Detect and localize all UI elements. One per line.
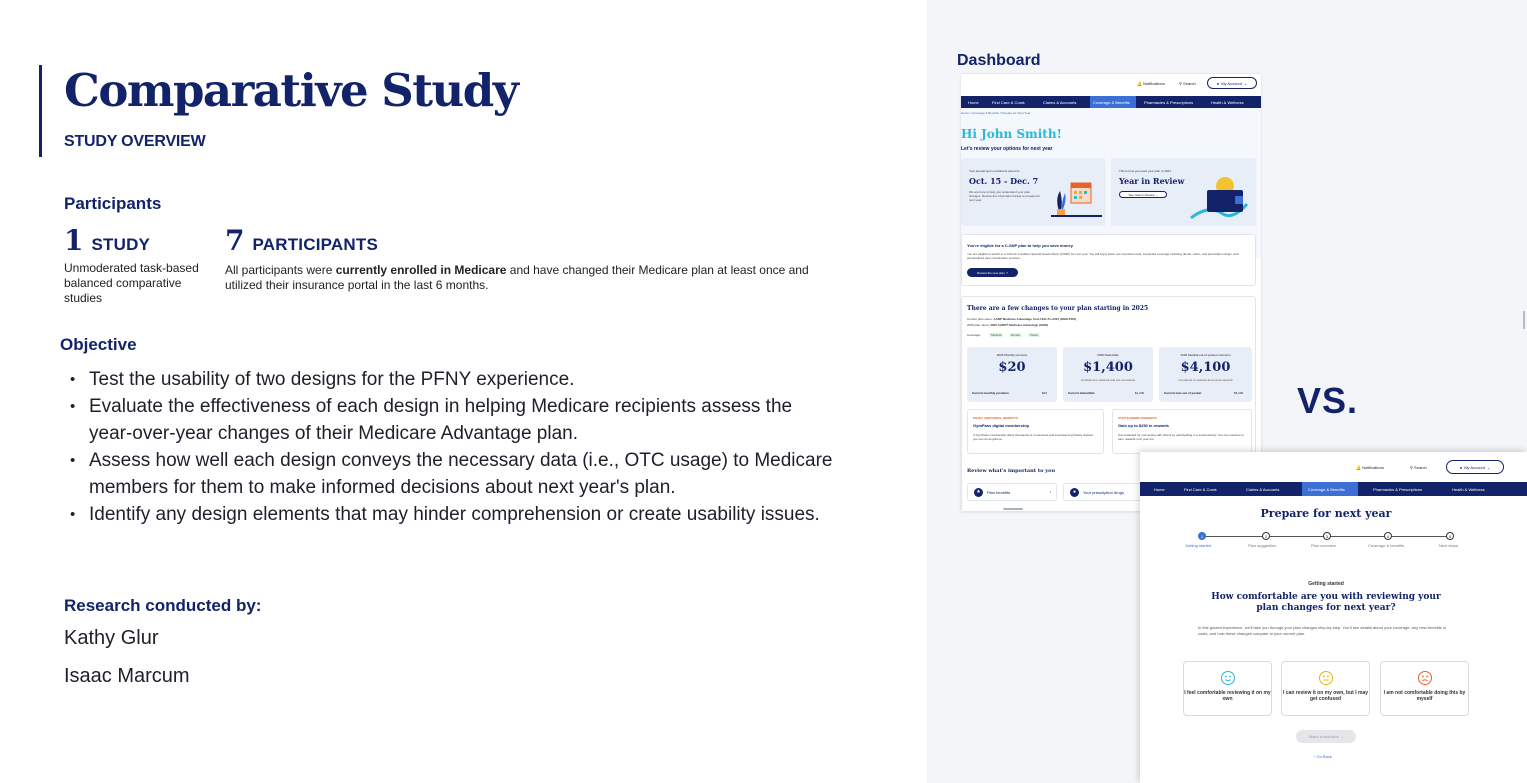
nav-pharmacies[interactable]: Pharmacies & Prescriptions — [1373, 487, 1423, 492]
see-year-review-button[interactable]: See Year in Review › — [1119, 191, 1167, 198]
objective-item: • Assess how well each design conveys the necessary data (i.e., OTC usage) to Medicare members for them to make informed decisions about next year's plan. — [68, 447, 838, 501]
option-comfortable[interactable]: I feel comfortable reviewing it on my own — [1183, 661, 1272, 716]
nav-pharmacies[interactable]: Pharmacies & Prescriptions — [1144, 100, 1194, 105]
make-selection-button[interactable]: Make a selection › — [1296, 730, 1356, 743]
step-3-label: Plan overview — [1311, 543, 1336, 548]
prepare-next-year-screenshot — [1140, 452, 1527, 783]
study-number: 1 — [64, 224, 84, 257]
year-review-card: This is how you used your plan in 2024 Year in Review See Year in Review › — [1111, 158, 1256, 226]
arrow-right-icon: › — [1156, 192, 1158, 197]
nav-find-care[interactable]: Find Care & Costs — [992, 100, 1025, 105]
chevron-right-icon: › — [1050, 489, 1052, 494]
objective-item: • Test the usability of two designs for the PFNY experience. — [68, 366, 838, 393]
step-4-label: Coverage & benefits — [1368, 543, 1405, 548]
step-5-dot: 5 — [1446, 532, 1454, 540]
option-not-comfortable[interactable]: I am not comfortable doing this by myself — [1380, 661, 1469, 716]
study-description: Unmoderated task-based balanced comparative studies — [64, 261, 199, 305]
my-account-button[interactable]: ● My Account ⌄ — [1207, 77, 1257, 89]
study-count — [64, 224, 150, 257]
coverage-badge: Vision — [1030, 333, 1039, 337]
wizard-title: Prepare for next year — [1260, 507, 1392, 520]
rewards-benefit-card: STEP EARNING REWARDS Gain up to $250 in rewards Get rewarded for connecting with others by participating in a social activity. You can continue to earn rewards next year too. — [1112, 409, 1252, 454]
page-title: Comparative Study — [64, 64, 518, 117]
comfort-question: How comfortable are you with reviewing your plan changes for next year? — [1211, 592, 1441, 613]
scroll-indicator — [1003, 508, 1023, 510]
participant-number: 7 — [225, 224, 245, 257]
search-link[interactable]: ⚲ Search — [1410, 465, 1427, 470]
search-link[interactable]: ⚲ Search — [1179, 81, 1196, 86]
objective-heading: Objective — [60, 335, 137, 354]
sad-face-icon — [1418, 671, 1432, 685]
chevron-down-icon: ⌄ — [1486, 464, 1491, 470]
dashboard-label: Dashboard — [957, 52, 1041, 69]
external-link-icon: ↗ — [1005, 270, 1009, 275]
breadcrumb: Home / Coverage & Benefits / Prepare for Next Year — [961, 111, 1031, 115]
nav-home[interactable]: Home — [968, 100, 979, 105]
important-title: Review what's important to you — [967, 468, 1056, 474]
step-3-dot: 3 — [1323, 532, 1331, 540]
happy-face-icon — [1221, 671, 1235, 685]
objective-item: • Identify any design elements that may hinder comprehension or create usability issues. — [68, 501, 838, 528]
participant-description: All participants were currently enrolled in Medicare and have changed their Medicare plan at least once and utilized their insurance portal in the last 6 months. — [225, 263, 809, 292]
step-4-dot: 4 — [1384, 532, 1392, 540]
neutral-face-icon — [1319, 671, 1333, 685]
plan-changes-title: There are a few changes to your plan starting in 2025 — [967, 305, 1149, 312]
arrow-right-icon: › — [1341, 734, 1344, 739]
step-2-label: Plan suggestion — [1248, 543, 1277, 548]
user-icon: ● — [1216, 80, 1220, 86]
wizard-intro: In this guided experience, we'll take you through your plan changes step-by-step. You'll see details about your coverage, any new benefits or costs, and how these changes compare to your current plan. — [1198, 625, 1447, 636]
review-new-plan-button[interactable]: Review the new plan ↗ — [967, 268, 1018, 277]
research-heading: Research conducted by: — [64, 596, 262, 615]
step-1-label: Getting started — [1185, 543, 1212, 548]
scrollbar-thumb[interactable] — [1523, 311, 1525, 329]
greeting: Hi John Smith! — [961, 127, 1062, 141]
researcher-name: Isaac Marcum — [64, 665, 190, 687]
pill-icon: ● — [1070, 488, 1079, 497]
enrollment-card: Your annual open enrollment period is Oct. 15 - Dec. 7 We are here to help you understand your plan changes. Review the information below to prepare for next year. — [961, 158, 1106, 226]
step-2-dot: 2 — [1262, 532, 1270, 540]
nav-claims[interactable]: Claims & Accounts — [1043, 100, 1077, 105]
nav-coverage[interactable]: Coverage & Benefits — [1093, 100, 1130, 105]
participant-count — [225, 224, 378, 257]
objective-item: • Evaluate the effectiveness of each design in helping Medicare recipients assess the year-over-year changes of their Medicare Advantage plan. — [68, 393, 838, 447]
step-1-dot: 1 — [1198, 532, 1206, 540]
premium-stat: 2025 Monthly premium $20 Current monthly premium $20 — [967, 347, 1057, 402]
nav-coverage[interactable]: Coverage & Benefits — [1308, 487, 1345, 492]
star-icon: ★ — [974, 488, 983, 497]
option-may-get-confused[interactable]: I can review it on my own, but I may get confused — [1281, 661, 1370, 716]
nav-find-care[interactable]: Find Care & Costs — [1184, 487, 1217, 492]
gympass-benefit-card: ENJOY ADDITIONAL BENEFITS GymPass digital membership A GymPass membership offers thousands of on-demand and livestreaming fitness classes you can do anywhere. — [967, 409, 1104, 454]
participants-heading: Participants — [64, 194, 162, 213]
main-nav — [961, 96, 1261, 108]
nav-home[interactable]: Home — [1154, 487, 1165, 492]
chevron-down-icon: ⌄ — [1243, 80, 1248, 86]
wallet-illustration — [1189, 174, 1249, 227]
prescription-drugs-link[interactable]: ● Your prescription drugs — [1063, 483, 1153, 501]
plan-benefits-link[interactable]: ★ Plan benefits › — [967, 483, 1057, 501]
vs-label: VS. — [1297, 380, 1359, 421]
study-label: STUDY — [91, 235, 151, 254]
calendar-illustration — [1047, 181, 1102, 226]
title-accent-bar — [39, 65, 42, 157]
objective-list — [68, 366, 838, 528]
coverage-badge: Dental — [1011, 333, 1020, 337]
chevron-left-icon: ‹ — [1314, 754, 1316, 759]
step-5-label: Next steps — [1439, 543, 1458, 548]
wizard-kicker: Getting started — [1308, 581, 1344, 587]
plan-changes-card: There are a few changes to your plan starting in 2025 Current plan name: AARP Medicare Advantage from UHC AL-0001 (HMO-POS) 2025 plan name: 2025 AARP® Medicare Advantage (HMO) Coverage: Medical Dental Vision 2025 Monthly premium $20 Current monthly premium $20 2025 Deductible $1,400 Combined in-network and out-of-network Current deductible $1,200 2025 Medical out-of-pocket maximum $4,100 Combined in-network and out-of-network Current max out of pocket $5,200 ENJOY ADDITIONAL BENEFITS GymPass digital membership A GymPass membership offers thousands of on-demand and livestreaming fitness classes you can do anywhere. STEP EARNING REWARDS Gain up to $250 in rewards Get rewarded for connecting with others by participating in a social activity. You can continue to earn rewards next year too. Review what's important to you ★ Plan benefits › ● Your prescription drugs — [961, 296, 1256, 512]
my-account-button[interactable]: ● My Account ⌄ — [1446, 460, 1504, 474]
coverage-badge: Medical — [991, 333, 1002, 337]
csnp-card: You're eligible for a C-SNP plan to help you save money You are eligible to switch to a Chronic Condition Special Needs Plans (CSNP) for next year. You will enjoy lower out-of-pocket costs, expanded coverage including dental, vision, and prescription drugs, and personalized care coordination services. Review the new plan ↗ — [961, 234, 1256, 286]
notifications-link[interactable]: 🔔 Notifications — [1356, 465, 1384, 470]
greeting-subtitle: Let's review your options for next year — [961, 146, 1053, 152]
enrollment-dates: Oct. 15 - Dec. 7 — [969, 176, 1039, 186]
go-back-link[interactable]: ‹ Go Back — [1314, 754, 1332, 759]
user-icon: ● — [1459, 464, 1463, 470]
notifications-link[interactable]: 🔔 Notifications — [1137, 81, 1165, 86]
nav-health[interactable]: Health & Wellness — [1452, 487, 1485, 492]
year-review-title: Year in Review — [1119, 176, 1185, 186]
dashboard-screenshot — [961, 74, 1261, 512]
researcher-name: Kathy Glur — [64, 627, 159, 649]
nav-health[interactable]: Health & Wellness — [1211, 100, 1244, 105]
deductible-stat: 2025 Deductible $1,400 Combined in-network and out-of-network Current deductible $1,200 — [1063, 347, 1153, 402]
main-nav — [1140, 482, 1527, 496]
nav-claims[interactable]: Claims & Accounts — [1246, 487, 1280, 492]
oop-max-stat: 2025 Medical out-of-pocket maximum $4,100 Combined in-network and out-of-network Current max out of pocket $5,200 — [1159, 347, 1252, 402]
page-subtitle: STUDY OVERVIEW — [64, 133, 206, 150]
participant-label: PARTICIPANTS — [252, 235, 378, 254]
